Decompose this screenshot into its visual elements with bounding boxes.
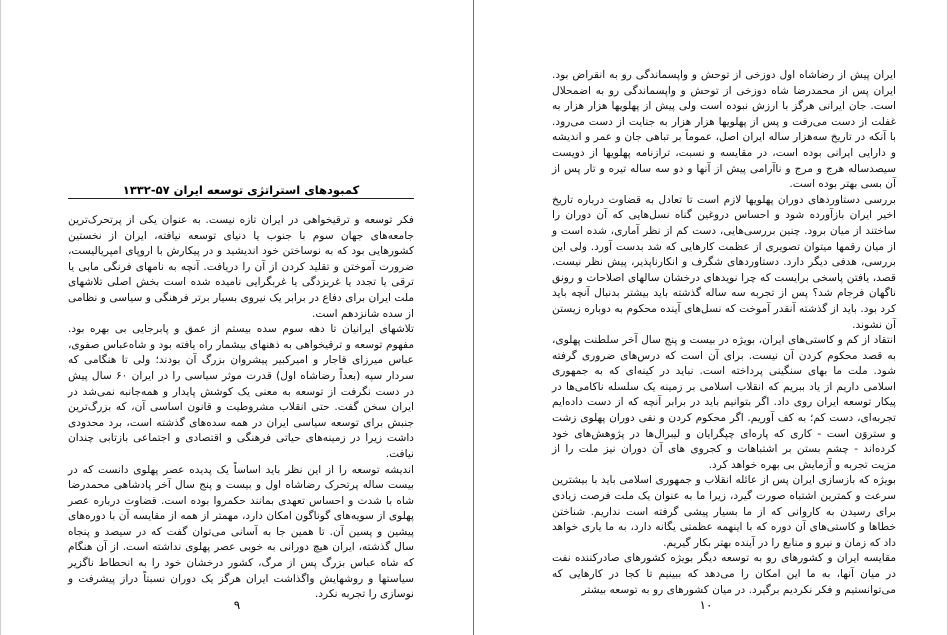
left-page-body	[68, 213, 415, 601]
paragraph: اندیشه توسعه را از این نظر باید اساساً یک پدیده عصر پهلوی دانست که در بیست ساله پرتحرک رضاشاه اول و بیست و پنج سال آخر پادشاهی محمدرضا شاه با شدت و احساس تعهدی بمانند حکمروا بوده است. قضاوت درباره عصر پهلوی از سویه‌های گوناگون امکان دارد، مهمتر از همه از مقایسه آن با دوره‌های پیشین و پسین آن. تا همین جا به آسانی می‌توان گفت که در سیصد و پنجاه سال گذشته، ایران هیچ دورانی به خوبی عصر پهلوی نداشته است. از آن هنگام که شاه عباس بزرگ پس از مرگ، کشور درخشان خود را به انحطاط ناگزیر سیاستها و روشهایش واگذاشت ایران هرگز یک دوران نسبتاً دراز پیشرفت و نوسازی را تجربه نکرد.	[68, 463, 414, 601]
left-page-edge	[0, 0, 1, 635]
paragraph: تلاشهای ایرانیان تا دهه سوم سده بیستم از عمق و پابرجایی بی بهره بود. مفهوم توسعه و ترقیخواهی به ذهنهای بیشمار راه یافته بود و شاه‌عباس صفوی، عباس میرزای قاجار و امیرکبیر پیشروان بزرگ آن بودند؛ ولی تا هنگامی که سردار سپه (بعداً رضاشاه اول) قدرت موثر سیاسی را در ایران ۶۰ سال پیش در دست نگرفت از توسعه به معنی یک کوشش پایدار و همه‌جانبه نمی‌شد در ایران سخن گفت. حتی انقلاب مشروطیت و قانون اساسی آن، که بزرگ‌ترین جنبش برای توسعه سیاسی ایران در همه سده‌های گذشته است، برد محدودی داشت زیرا در زمینه‌های حیاتی فرهنگی و اقتصادی و اجتماعی بازتابی چندان نیافت.	[68, 323, 415, 460]
paragraph: انتقاد از کم و کاستی‌های ایران، بویژه در بیست و پنج سال آخر سلطنت پهلوی، به قصد محکوم کردن آن نیست. برای آن است که درس‌های ضروری گرفته شود. ملت ما بهای سنگینی پرداخته است. نباید در کینه‌ای که به جمهوری اسلامی داریم از یاد ببریم که انقلاب اسلامی بر زمینه یک سلسله ناکامی‌ها در پیکار توسعه ایران روی داد. اگر بتوانیم باید در برابر آنچه که از دست داده‌ایم تجربه‌ای، دست کم؛ به کف آوریم. اگر محکوم کردن و نفی دوران پهلوی زشت و ستروَن است - کاری که پاره‌ای چپگرایان و لیبرال‌ها در پژوهش‌های خود کرده‌اند - چشم بستن بر اشتباهات و کجروی های آن دوران نیز ملت را از مزیت تجربه و آزمایش بی بهره خواهد کرد.	[552, 334, 896, 471]
paragraph: مقایسه ایران و کشورهای رو به توسعه دیگر بویژه کشورهای صادرکننده نفت در میان آنها، به ما این امکان را می‌دهد که ببینیم تا کجا در کارهایی که می‌توانستیم و فکر نکردیم برگیرد. در میان کشورهای رو به توسعه بیشتر	[552, 552, 896, 596]
page-gutter-divider	[473, 0, 474, 635]
page-number-left: ۹	[233, 598, 241, 612]
paragraph: بررسی دستاوردهای دوران پهلویها لازم است تا تعادل به قضاوت درباره تاریخ اخیر ایران بازآورده شود و احساس دروغین گناه نسل‌هایی که آن دوران را ساختند از میان برود. چنین بررسی‌هایی، دست کم از نظر آماری، شده است و از میان رقمها میتوان تصویری از عظمت کارهایی که شد بدست آورد. ولی این بررسی، هدفی دیگر دارد. دستاوردهای شگرف و انکارناپذیر، پیش نظر نیست. قصد، یافتن پاسخی برایست که چرا نویدهای درخشان سالهای اصلاحات و رونق ناگهان فرجام شد؟ پس از تجربه سه ساله گذشته باید بیشتر بدنبال آنچه باید کرد بود. باید از گذشته آنقدر آموخت که نسل‌های آینده محکوم به دوباره زیستن آن نشوند.	[552, 193, 896, 331]
paragraph: فکر توسعه و ترقیخواهی در ایران تازه نیست. به عنوان یکی از پرتحرک‌ترین جامعه‌های جهان سوم با جنوب یا دنیای توسعه نیافته، ایران از نخستین کشورهایی بود که به نوساختن خود اندیشید و در پیکارش با اروپای امپریالیست، ضرورت آموختن و تقلید کردن از آن را دریافت. آنچه به نامهای فرنگی مابی یا ترقی یا تجدد یا غربزدگی یا غربگرایی نامیده شده است بخش اصلی تلاشهای ملت ایران برای دفاع در برابر یک نیروی بسیار برتر فرهنگی و سیاسی و نظامی از سده شانزدهم است.	[68, 214, 414, 320]
right-page-body	[552, 68, 896, 598]
paragraph: ایران پیش از رضاشاه اول دوزخی از توحش و واپسماندگی رو به انقراض بود. ایران پس از محمدرضا شاه دوزخی از توحش و واپسماندگی رو به اضمحلال است. جان ایرانی هرگز با ارزش نبوده است ولی پیش از پهلویها هزار هزار به غفلت از دست می‌رفت و پس از پهلویها هزار هزار به جنایت از دست می‌رود. با آنکه در تاریخ سه‌هزار ساله ایران اصل، عموماً بر تباهی جان و عمر و اندیشه و دارایی ایرانی بوده است، در مقایسه و نسبت، ترازنامه پهلویها از دویست سیصدساله هرج و مرج و ناآرامی پیش از آنها و دو سه ساله تیره و تار پس از آن بسی بهتر بوده است.	[552, 69, 896, 191]
page-number-right: ۱۰	[699, 598, 713, 612]
title-underline	[68, 198, 414, 199]
paragraph: بویژه که بازسازی ایران پس از عائله انقلاب و جمهوری اسلامی باید با بیشترین سرعت و کمترین اشتباه صورت گیرد، زیرا ما به عنوان یک ملت فرصت زیادی برای رسیدن به کاروانی که از ما بسیار پیشی گرفته است نداریم. شناختن خطاها و کاستی‌های آن دوره که با اینهمه عظمتی یگانه دارد، به ما یاری خواهد داد که زمان و نیرو و منابع را در آینده بهتر بکار گیریم.	[552, 474, 896, 549]
chapter-title: کمبودهای استراتژی توسعه ایران ۵۷-۱۳۳۲	[122, 183, 360, 197]
